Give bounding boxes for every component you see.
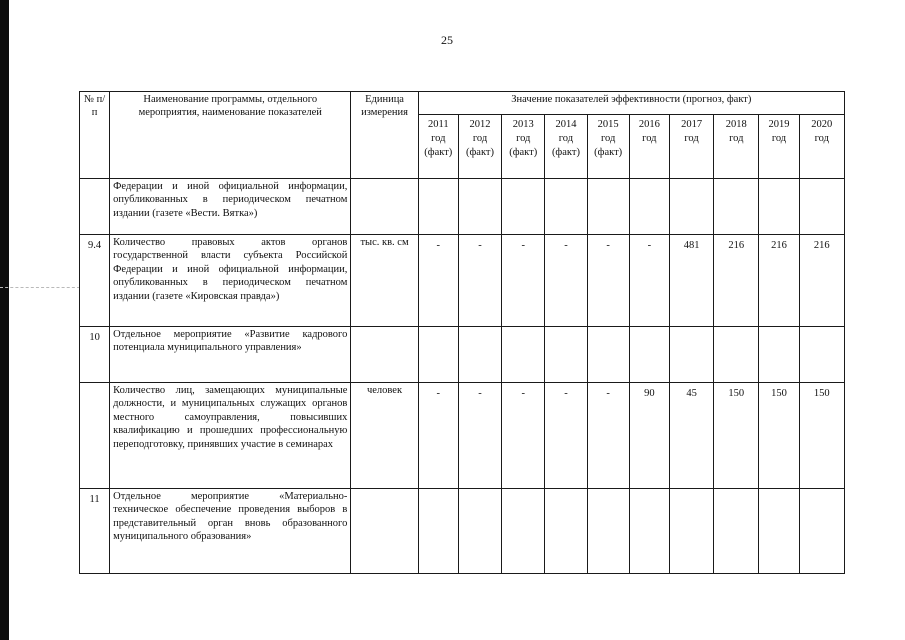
row-number: [80, 383, 110, 489]
value-cell: [418, 327, 458, 383]
table-row: [80, 383, 845, 489]
value-cell: [759, 179, 799, 235]
year-2014: 2014 год (факт): [545, 115, 587, 179]
value-cell: -: [587, 383, 629, 489]
table-row: [80, 489, 845, 574]
scan-edge-bar: [0, 0, 9, 640]
value-cell: [458, 489, 501, 574]
value-cell: [714, 489, 759, 574]
value-cell: 150: [759, 383, 799, 489]
row-unit: [351, 179, 418, 235]
value-cell: [629, 489, 669, 574]
table-row: [80, 327, 845, 383]
scan-dashed-line: [0, 287, 80, 288]
value-cell: [502, 327, 545, 383]
year-2017: 2017 год: [669, 115, 713, 179]
table-row: [80, 179, 845, 235]
row-number: 9.4: [80, 235, 110, 327]
year-2016: 2016 год: [629, 115, 669, 179]
header-unit: Единица измерения: [351, 92, 418, 179]
value-cell: [799, 327, 844, 383]
value-cell: [759, 489, 799, 574]
row-name: Отдельное мероприятие «Развитие кадрового потенциала муниципального управления»: [110, 327, 351, 383]
value-cell: [669, 327, 713, 383]
value-cell: -: [545, 383, 587, 489]
value-cell: -: [418, 235, 458, 327]
value-cell: [629, 327, 669, 383]
header-name: Наименование программы, отдельного мероприятия, наименование показателей: [110, 92, 351, 179]
value-cell: -: [458, 383, 501, 489]
value-cell: [545, 327, 587, 383]
value-cell: [587, 489, 629, 574]
value-cell: 90: [629, 383, 669, 489]
value-cell: 481: [669, 235, 713, 327]
value-cell: [669, 179, 713, 235]
row-name: Количество правовых актов органов государственной власти субъекта Российской Федерации и иной официальной информации, опубликованных в периодическом печатном издании (газете «Кировская правда»): [110, 235, 351, 327]
value-cell: -: [587, 235, 629, 327]
value-cell: [759, 327, 799, 383]
row-name: Федерации и иной официальной информации, опубликованных в периодическом печатном издании (газете «Вести. Вятка»): [110, 179, 351, 235]
value-cell: -: [502, 235, 545, 327]
value-cell: [714, 179, 759, 235]
value-cell: -: [502, 383, 545, 489]
row-unit: [351, 327, 418, 383]
value-cell: [669, 489, 713, 574]
value-cell: 150: [714, 383, 759, 489]
row-number: 10: [80, 327, 110, 383]
row-unit: человек: [351, 383, 418, 489]
value-cell: -: [418, 383, 458, 489]
row-unit: [351, 489, 418, 574]
value-cell: [714, 327, 759, 383]
row-unit: тыс. кв. см: [351, 235, 418, 327]
year-2015: 2015 год (факт): [587, 115, 629, 179]
header-row: [80, 92, 845, 115]
page-number: 25: [441, 33, 453, 47]
year-2011: 2011 год (факт): [418, 115, 458, 179]
value-cell: [502, 179, 545, 235]
row-name: Количество лиц, замещающих муниципальные должности, и муниципальных служащих органов местного самоуправления, повысивших квалификацию и прошедших профессиональную переподготовку, принявших участие в семинарах: [110, 383, 351, 489]
value-cell: [502, 489, 545, 574]
year-2019: 2019 год: [759, 115, 799, 179]
header-num: № п/п: [80, 92, 110, 179]
value-cell: -: [629, 235, 669, 327]
year-2018: 2018 год: [714, 115, 759, 179]
indicators-table: [79, 91, 845, 574]
value-cell: 45: [669, 383, 713, 489]
year-2020: 2020 год: [799, 115, 844, 179]
value-cell: 216: [759, 235, 799, 327]
header-values: Значение показателей эффективности (прогноз, факт): [418, 92, 844, 115]
row-number: 11: [80, 489, 110, 574]
value-cell: [458, 179, 501, 235]
value-cell: -: [545, 235, 587, 327]
value-cell: [799, 489, 844, 574]
year-2013: 2013 год (факт): [502, 115, 545, 179]
year-2012: 2012 год (факт): [458, 115, 501, 179]
value-cell: [545, 489, 587, 574]
value-cell: [458, 327, 501, 383]
value-cell: [587, 179, 629, 235]
value-cell: [587, 327, 629, 383]
value-cell: [545, 179, 587, 235]
value-cell: [418, 489, 458, 574]
table-row: [80, 235, 845, 327]
row-name: Отдельное мероприятие «Материально-техническое обеспечение проведения выборов в представительный орган вновь образованного муниципального образования»: [110, 489, 351, 574]
value-cell: 216: [714, 235, 759, 327]
value-cell: [629, 179, 669, 235]
value-cell: [799, 179, 844, 235]
value-cell: -: [458, 235, 501, 327]
value-cell: 150: [799, 383, 844, 489]
value-cell: [418, 179, 458, 235]
row-number: [80, 179, 110, 235]
value-cell: 216: [799, 235, 844, 327]
